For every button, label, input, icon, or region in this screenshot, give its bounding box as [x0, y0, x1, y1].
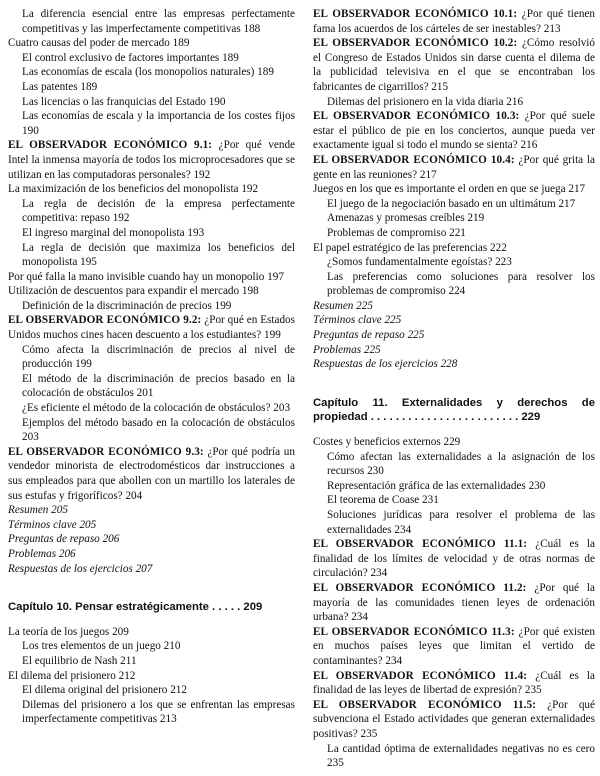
observer-entry-10-4 — [313, 153, 595, 182]
toc-entry: Por qué falla la mano invisible cuando hay un monopolio 197 — [8, 270, 284, 283]
toc-entry: Las preferencias como soluciones para resolver los problemas de compromiso 224 — [327, 270, 595, 298]
toc-entry: Ejemplos del método basado en la colocación de obstáculos 203 — [22, 416, 295, 444]
observer-text: ¿Cuál es la finalidad de los límites de velocidad y de otras normas de circulación? 234 — [313, 538, 595, 580]
toc-entry: Juegos en los que es importante el orden en que se juega 217 — [313, 183, 586, 196]
observer-label: EL OBSERVADOR ECONÓMICO 10.1: — [313, 8, 518, 20]
toc-entry: ¿Somos fundamentalmente egoístas? 223 — [327, 256, 512, 269]
observer-label: EL OBSERVADOR ECONÓMICO 11.4: — [313, 669, 528, 682]
toc-entry: El teorema de Coase 231 — [327, 494, 439, 507]
observer-text: ¿Por qué vende Intel la inmensa mayoría de todos los microprocesadores que se utilizan en las computadoras personales? 192 — [8, 139, 296, 181]
observer-text: ¿Por qué existen en muchos países leyes que limitan el vertido de contaminantes? 234 — [313, 625, 595, 667]
observer-entry-9-1 — [8, 138, 295, 182]
toc-entry: Amenazas y promesas creíbles 219 — [327, 212, 485, 225]
observer-text: ¿Por qué la mayoría de las comunidades tienen leyes de ordenación urbana? 234 — [313, 581, 595, 624]
toc-entry: El dilema original del prisionero 212 — [22, 684, 187, 697]
toc-entry: El juego de la negociación basado en un ultimátum 217 — [327, 197, 576, 210]
toc-entry: El método de la discriminación de precios basado en la colocación de obstáculos 201 — [22, 372, 295, 400]
observer-entry-9-3 — [8, 445, 295, 503]
observer-entry-11-1 — [313, 537, 595, 581]
toc-entry-key-terms: Términos clave 225 — [313, 314, 402, 327]
toc-entry: El dilema del prisionero 212 — [8, 669, 136, 682]
observer-label: EL OBSERVADOR ECONÓMICO 11.1: — [313, 538, 528, 551]
toc-entry: Cuatro causas del poder de mercado 189 — [8, 37, 190, 50]
toc-entry: La regla de decisión que maximiza los beneficios del monopolista 195 — [22, 241, 295, 269]
toc-entry-review-questions: Preguntas de repaso 225 — [313, 329, 425, 342]
chapter-heading-10: Capítulo 10. Pensar estratégicamente . . . . . 209 — [8, 601, 263, 614]
toc-entry: Los tres elementos de un juego 210 — [22, 640, 181, 653]
toc-entry: Representación gráfica de las externalidades 230 — [327, 479, 546, 492]
toc-entry: Cómo afectan las externalidades a la asignación de los recursos 230 — [327, 450, 595, 478]
observer-entry-10-3 — [313, 109, 595, 153]
toc-right-column — [313, 7, 595, 771]
observer-label: EL OBSERVADOR ECONÓMICO 11.2: — [313, 581, 527, 594]
observer-text: ¿Cómo resolvió el Congreso de Estados Unidos sin darse cuenta el dilema de la publicidad televisiva en el que se encontraban los fabricantes de cigarrillos? 215 — [313, 37, 595, 93]
toc-entry: Las economías de escala y la importancia de los costes fijos 190 — [22, 110, 295, 137]
toc-entry-summary: Resumen 205 — [8, 504, 68, 517]
toc-entry: El papel estratégico de las preferencias 222 — [313, 241, 507, 254]
observer-label: EL OBSERVADOR ECONÓMICO 11.5: — [313, 698, 537, 711]
toc-entry: Costes y beneficios externos 229 — [313, 436, 461, 449]
observer-text: ¿Por qué en Estados Unidos muchos cines hacen descuento a los estudiantes? 199 — [8, 314, 295, 342]
observer-text: ¿Por qué podría un vendedor minorista de electrodomésticos dar instrucciones a sus empleados para que abollen con un martillo los laterales de sus estufas y frigoríficos? 204 — [8, 445, 295, 502]
observer-entry-9-2 — [8, 313, 295, 342]
observer-entry-11-2 — [313, 581, 595, 625]
toc-entry: Las licencias o las franquicias del Estado 190 — [22, 95, 226, 108]
toc-entry: Las economías de escala (los monopolios naturales) 189 — [22, 66, 274, 79]
toc-entry-answers: Respuestas de los ejercicios 228 — [313, 358, 458, 371]
toc-left-column — [8, 7, 295, 727]
toc-entry-problems: Problemas 206 — [8, 547, 76, 560]
observer-entry-11-3 — [313, 625, 595, 669]
spacer — [8, 576, 295, 600]
observer-label: EL OBSERVADOR ECONÓMICO 9.2: — [8, 314, 202, 327]
toc-entry: La regla de decisión de la empresa perfectamente competitiva: repaso 192 — [22, 197, 295, 225]
observer-text: ¿Por qué tienen fama los acuerdos de los cárteles de ser inestables? 213 — [313, 8, 595, 35]
toc-entry: La cantidad óptima de externalidades negativas no es cero 235 — [327, 742, 595, 770]
toc-entry: La maximización de los beneficios del monopolista 192 — [8, 183, 259, 196]
toc-entry: Cómo afecta la discriminación de precios al nivel de producción 199 — [22, 343, 295, 371]
observer-entry-11-5 — [313, 698, 595, 742]
spacer — [8, 615, 295, 625]
toc-entry-problems: Problemas 225 — [313, 343, 381, 356]
toc-entry: Dilemas del prisionero en la vida diaria 216 — [327, 95, 524, 108]
toc-entry: El equilibrio de Nash 211 — [22, 654, 137, 667]
spacer — [313, 425, 595, 435]
observer-entry-10-2 — [313, 36, 595, 94]
toc-entry: ¿Es eficiente el método de la colocación de obstáculos? 203 — [22, 402, 291, 415]
toc-entry-summary: Resumen 225 — [313, 299, 373, 312]
toc-entry: Las patentes 189 — [22, 80, 98, 93]
observer-label: EL OBSERVADOR ECONÓMICO 10.3: — [313, 110, 520, 123]
toc-entry: Dilemas del prisionero a los que se enfrentan las empresas imperfectamente competitivas 213 — [22, 698, 295, 726]
observer-text: ¿Por qué subvenciona el Estado actividades que generan externalidades positivas? 235 — [313, 698, 595, 740]
observer-label: EL OBSERVADOR ECONÓMICO 9.3: — [8, 445, 204, 458]
observer-text: ¿Cuál es la finalidad de las leyes de libertad de expresión? 235 — [313, 669, 595, 697]
observer-label: EL OBSERVADOR ECONÓMICO 11.3: — [313, 625, 515, 638]
observer-label: EL OBSERVADOR ECONÓMICO 9.1: — [8, 139, 213, 152]
toc-entry: Definición de la discriminación de precios 199 — [22, 299, 232, 312]
observer-entry-11-4 — [313, 669, 595, 698]
observer-label: EL OBSERVADOR ECONÓMICO 10.2: — [313, 37, 518, 50]
toc-entry: Soluciones jurídicas para resolver el problema de las externalidades 234 — [327, 509, 595, 536]
observer-text: ¿Por qué suele estar el público de pie en los conciertos, aunque pueda ver exactamente igual si todo el mundo se sienta? 216 — [313, 110, 596, 152]
toc-entry: El control exclusivo de factores importantes 189 — [22, 51, 239, 64]
spacer — [313, 372, 595, 396]
chapter-heading-11: Capítulo 11. Externalidades y derechos de propiedad . . . . . . . . . . . . . . . . . . . . . . . . 229 — [313, 396, 595, 424]
toc-entry-answers: Respuestas de los ejercicios 207 — [8, 562, 153, 575]
toc-entry: Utilización de descuentos para expandir el mercado 198 — [8, 285, 259, 298]
observer-label: EL OBSERVADOR ECONÓMICO 10.4: — [313, 153, 515, 166]
observer-text: ¿Por qué grita la gente en las reuniones? 217 — [313, 153, 595, 181]
observer-entry-10-1 — [313, 7, 595, 36]
toc-entry: El ingreso marginal del monopolista 193 — [22, 226, 205, 239]
toc-entry: La diferencia esencial entre las empresas perfectamente competitivas y las imperfectamente competitivas 188 — [22, 8, 295, 35]
toc-entry: La teoría de los juegos 209 — [8, 625, 129, 638]
toc-entry-key-terms: Términos clave 205 — [8, 518, 97, 531]
toc-entry: Problemas de compromiso 221 — [327, 226, 466, 239]
toc-entry-review-questions: Preguntas de repaso 206 — [8, 533, 120, 546]
